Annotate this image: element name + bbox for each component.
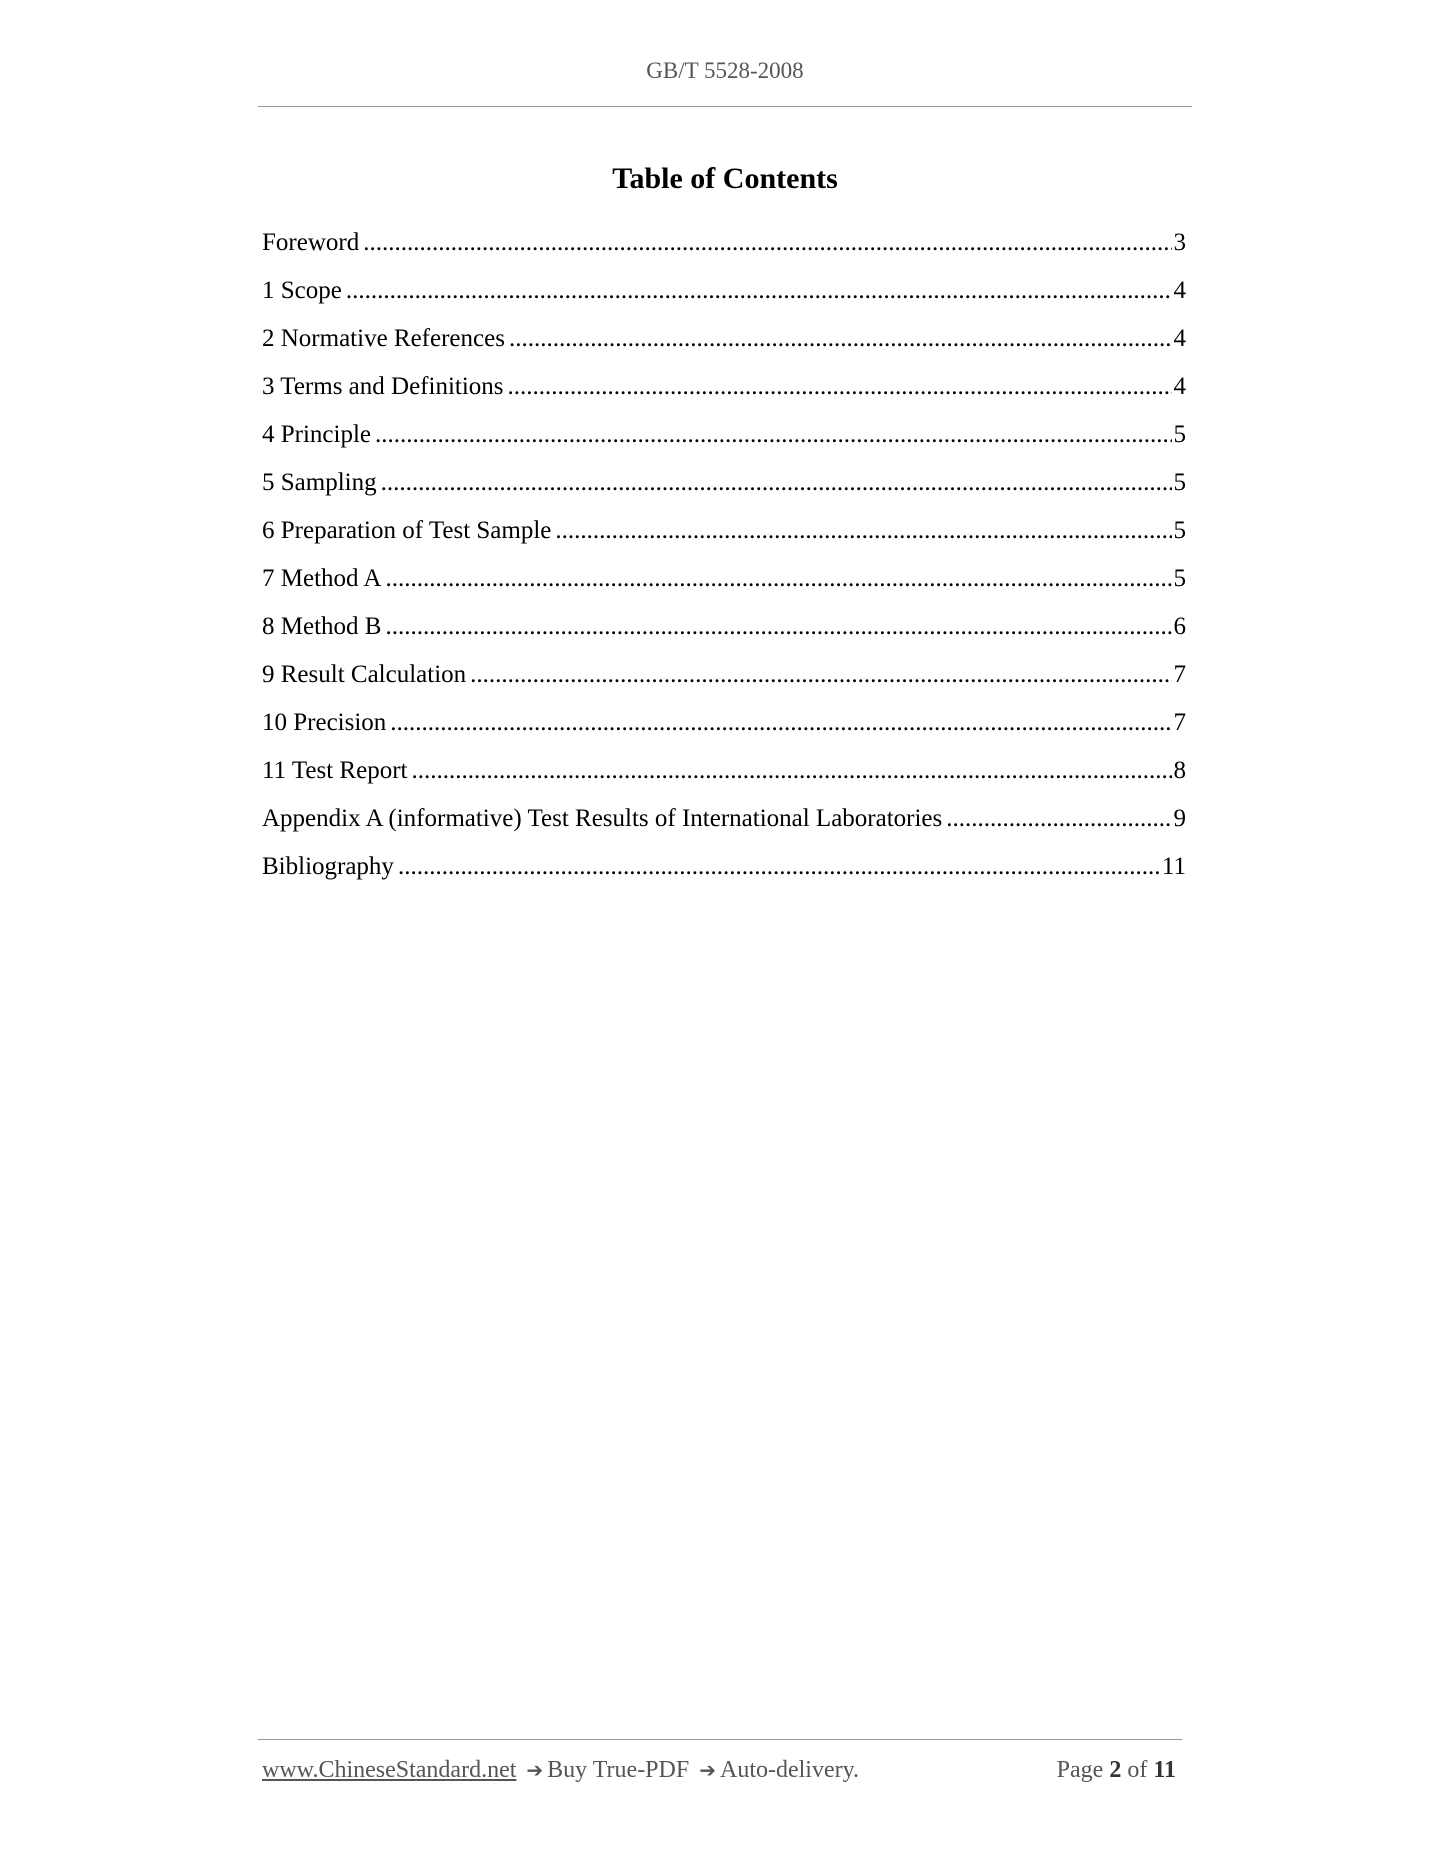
toc-entry-label: Bibliography (262, 853, 394, 880)
toc-entry-label: 9 Result Calculation (262, 661, 467, 688)
toc-entry-method-b[interactable] (262, 613, 1186, 661)
toc-entry-preparation[interactable] (262, 517, 1186, 565)
toc-leader-dots (375, 421, 1171, 449)
toc-title: Table of Contents (612, 162, 838, 195)
toc-entry-terms-definitions[interactable] (262, 373, 1186, 421)
toc-entry-result-calculation[interactable] (262, 661, 1186, 709)
toc-leader-dots (385, 565, 1171, 593)
toc-entry-label: 3 Terms and Definitions (262, 373, 504, 400)
toc-leader-dots (470, 661, 1171, 689)
toc-entry-page: 9 (1173, 805, 1186, 832)
header-divider (258, 106, 1192, 107)
toc-entry-method-a[interactable] (262, 565, 1186, 613)
toc-entry-label: Appendix A (informative) Test Results of International Laboratories (262, 805, 943, 832)
toc-entry-page: 5 (1173, 565, 1186, 592)
toc-entry-label: 2 Normative References (262, 325, 505, 352)
toc-entry-page: 8 (1173, 757, 1186, 784)
toc-leader-dots (381, 469, 1172, 497)
toc-entry-label: 10 Precision (262, 709, 387, 736)
toc-entry-label: 7 Method A (262, 565, 382, 592)
toc-leader-dots (363, 229, 1171, 257)
toc-leader-dots (411, 757, 1171, 785)
current-page-number: 2 (1109, 1757, 1122, 1783)
page-word: Page (1056, 1757, 1104, 1783)
toc-leader-dots (509, 325, 1172, 353)
footer-divider (258, 1739, 1182, 1740)
toc-entry-foreword[interactable] (262, 229, 1186, 277)
toc-entry-label: Foreword (262, 229, 360, 256)
toc-list (262, 229, 1186, 901)
toc-entry-normative-references[interactable] (262, 325, 1186, 373)
toc-entry-page: 6 (1173, 613, 1186, 640)
buy-text: Buy True-PDF (547, 1757, 690, 1783)
toc-entry-page: 4 (1173, 373, 1186, 400)
toc-leader-dots (398, 853, 1160, 881)
toc-entry-page: 7 (1173, 709, 1186, 736)
page-number-indicator (1057, 1757, 1182, 1784)
toc-leader-dots (385, 613, 1171, 641)
right-arrow-icon: ➔ (526, 1758, 544, 1782)
toc-entry-page: 4 (1173, 277, 1186, 304)
total-pages-number: 11 (1153, 1757, 1176, 1783)
page-header: GB/T 5528-2008 (646, 58, 804, 83)
toc-entry-label: 8 Method B (262, 613, 382, 640)
toc-entry-sampling[interactable] (262, 469, 1186, 517)
toc-entry-principle[interactable] (262, 421, 1186, 469)
footer-promo (262, 1757, 859, 1784)
toc-entry-label: 5 Sampling (262, 469, 377, 496)
right-arrow-icon: ➔ (699, 1758, 716, 1782)
toc-leader-dots (346, 277, 1172, 305)
toc-leader-dots (390, 709, 1171, 737)
toc-entry-appendix-a[interactable] (262, 805, 1186, 853)
toc-entry-page: 5 (1173, 469, 1186, 496)
toc-entry-label: 6 Preparation of Test Sample (262, 517, 552, 544)
toc-leader-dots (508, 373, 1172, 401)
toc-leader-dots (946, 805, 1171, 833)
toc-entry-page: 5 (1173, 421, 1186, 448)
toc-entry-page: 3 (1173, 229, 1186, 256)
toc-entry-label: 4 Principle (262, 421, 372, 448)
toc-entry-label: 1 Scope (262, 277, 342, 304)
of-word: of (1127, 1757, 1148, 1783)
toc-entry-test-report[interactable] (262, 757, 1186, 805)
toc-entry-page: 4 (1173, 325, 1186, 352)
toc-entry-page: 11 (1161, 853, 1186, 880)
toc-entry-page: 5 (1173, 517, 1186, 544)
toc-entry-bibliography[interactable] (262, 853, 1186, 901)
website-link[interactable]: www.ChineseStandard.net (262, 1757, 517, 1783)
toc-entry-page: 7 (1173, 661, 1186, 688)
toc-leader-dots (555, 517, 1171, 545)
toc-entry-scope[interactable] (262, 277, 1186, 325)
toc-entry-label: 11 Test Report (262, 757, 408, 784)
delivery-text: Auto-delivery. (719, 1757, 860, 1783)
toc-entry-precision[interactable] (262, 709, 1186, 757)
